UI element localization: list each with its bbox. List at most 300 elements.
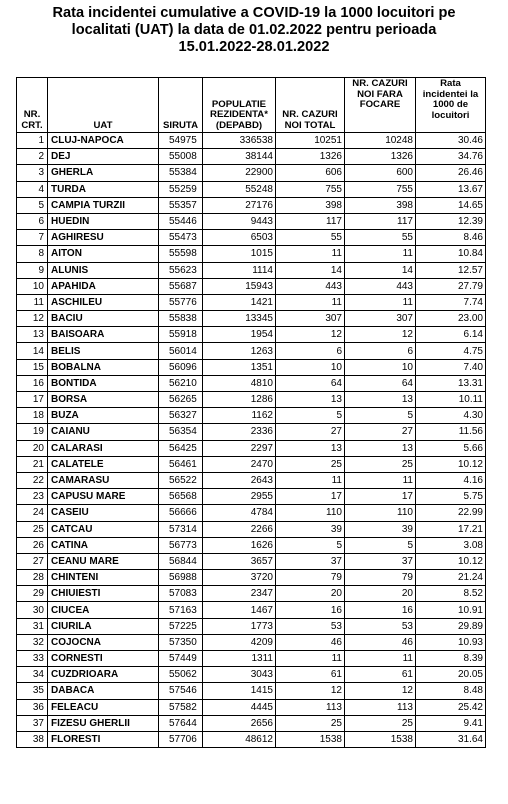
row-populatie: 2297 [203, 440, 276, 456]
table-row [17, 537, 486, 553]
table-row [17, 683, 486, 699]
table-row [17, 570, 486, 586]
row-uat: HUEDIN [48, 213, 159, 229]
row-nr: 38 [17, 731, 48, 747]
row-uat: APAHIDA [48, 278, 159, 294]
row-uat: BACIU [48, 311, 159, 327]
row-rata: 4.75 [416, 343, 486, 359]
row-rata: 25.42 [416, 699, 486, 715]
row-siruta: 57644 [159, 715, 203, 731]
row-nr: 37 [17, 715, 48, 731]
row-populatie: 1015 [203, 246, 276, 262]
row-nr: 23 [17, 489, 48, 505]
row-siruta: 55687 [159, 278, 203, 294]
row-rata: 10.84 [416, 246, 486, 262]
row-rata: 23.00 [416, 311, 486, 327]
row-uat: CAMARASU [48, 472, 159, 488]
row-rata: 13.67 [416, 181, 486, 197]
header-cazuri-total: NR. CAZURI NOI TOTAL [276, 78, 345, 133]
row-cazuri-total: 17 [276, 489, 345, 505]
row-cazuri-total: 11 [276, 294, 345, 310]
row-uat: CUZDRIOARA [48, 667, 159, 683]
row-siruta: 56425 [159, 440, 203, 456]
row-siruta: 56354 [159, 424, 203, 440]
table-row [17, 731, 486, 747]
row-cazuri-total: 14 [276, 262, 345, 278]
row-populatie: 1286 [203, 392, 276, 408]
row-nr: 16 [17, 375, 48, 391]
row-siruta: 55357 [159, 197, 203, 213]
row-uat: CORNESTI [48, 651, 159, 667]
row-rata: 14.65 [416, 197, 486, 213]
row-rata: 4.16 [416, 472, 486, 488]
row-nr: 6 [17, 213, 48, 229]
table-row [17, 262, 486, 278]
row-rata: 10.12 [416, 553, 486, 569]
row-populatie: 1773 [203, 618, 276, 634]
row-populatie: 1311 [203, 651, 276, 667]
row-cazuri-fara-focare: 1538 [345, 731, 416, 747]
row-uat: CALATELE [48, 456, 159, 472]
row-uat: DABACA [48, 683, 159, 699]
row-rata: 8.48 [416, 683, 486, 699]
row-rata: 31.64 [416, 731, 486, 747]
row-uat: BUZA [48, 408, 159, 424]
row-cazuri-total: 10251 [276, 133, 345, 149]
row-cazuri-total: 5 [276, 408, 345, 424]
table-row [17, 197, 486, 213]
table-row [17, 472, 486, 488]
row-populatie: 1263 [203, 343, 276, 359]
title-line-3: 15.01.2022-28.01.2022 [178, 39, 330, 55]
row-cazuri-fara-focare: 10248 [345, 133, 416, 149]
row-cazuri-total: 110 [276, 505, 345, 521]
row-rata: 34.76 [416, 149, 486, 165]
header-uat: UAT [48, 78, 159, 133]
row-nr: 14 [17, 343, 48, 359]
row-populatie: 1626 [203, 537, 276, 553]
table-body [17, 133, 486, 748]
table-row [17, 440, 486, 456]
row-rata: 17.21 [416, 521, 486, 537]
table-row [17, 634, 486, 650]
table-row [17, 699, 486, 715]
row-cazuri-total: 6 [276, 343, 345, 359]
row-cazuri-fara-focare: 110 [345, 505, 416, 521]
row-cazuri-total: 37 [276, 553, 345, 569]
row-uat: CATINA [48, 537, 159, 553]
row-cazuri-total: 11 [276, 651, 345, 667]
row-rata: 26.46 [416, 165, 486, 181]
row-nr: 10 [17, 278, 48, 294]
row-cazuri-total: 25 [276, 456, 345, 472]
row-nr: 8 [17, 246, 48, 262]
row-nr: 2 [17, 149, 48, 165]
row-cazuri-total: 39 [276, 521, 345, 537]
row-cazuri-total: 79 [276, 570, 345, 586]
table-row [17, 392, 486, 408]
row-cazuri-fara-focare: 46 [345, 634, 416, 650]
row-uat: AITON [48, 246, 159, 262]
row-uat: CAPUSU MARE [48, 489, 159, 505]
row-cazuri-total: 11 [276, 246, 345, 262]
row-cazuri-total: 27 [276, 424, 345, 440]
row-uat: FLORESTI [48, 731, 159, 747]
row-populatie: 1415 [203, 683, 276, 699]
row-nr: 5 [17, 197, 48, 213]
row-siruta: 57225 [159, 618, 203, 634]
row-populatie: 2656 [203, 715, 276, 731]
row-siruta: 54975 [159, 133, 203, 149]
row-cazuri-fara-focare: 1326 [345, 149, 416, 165]
row-cazuri-total: 16 [276, 602, 345, 618]
row-siruta: 57083 [159, 586, 203, 602]
table-row [17, 602, 486, 618]
row-uat: CIUCEA [48, 602, 159, 618]
row-uat: BORSA [48, 392, 159, 408]
row-cazuri-fara-focare: 600 [345, 165, 416, 181]
row-rata: 10.11 [416, 392, 486, 408]
row-rata: 9.41 [416, 715, 486, 731]
row-siruta: 57163 [159, 602, 203, 618]
row-populatie: 2955 [203, 489, 276, 505]
row-rata: 5.75 [416, 489, 486, 505]
row-rata: 6.14 [416, 327, 486, 343]
row-cazuri-fara-focare: 39 [345, 521, 416, 537]
table-row [17, 149, 486, 165]
row-siruta: 56096 [159, 359, 203, 375]
row-nr: 17 [17, 392, 48, 408]
row-cazuri-total: 61 [276, 667, 345, 683]
row-rata: 3.08 [416, 537, 486, 553]
row-cazuri-fara-focare: 5 [345, 408, 416, 424]
row-rata: 10.91 [416, 602, 486, 618]
row-populatie: 3043 [203, 667, 276, 683]
row-siruta: 55918 [159, 327, 203, 343]
row-cazuri-fara-focare: 11 [345, 472, 416, 488]
row-rata: 8.46 [416, 230, 486, 246]
row-cazuri-fara-focare: 12 [345, 683, 416, 699]
row-cazuri-total: 755 [276, 181, 345, 197]
row-nr: 4 [17, 181, 48, 197]
row-siruta: 55598 [159, 246, 203, 262]
row-cazuri-total: 46 [276, 634, 345, 650]
row-rata: 22.99 [416, 505, 486, 521]
row-populatie: 27176 [203, 197, 276, 213]
row-cazuri-fara-focare: 10 [345, 359, 416, 375]
row-rata: 10.12 [416, 456, 486, 472]
row-cazuri-total: 20 [276, 586, 345, 602]
table-row [17, 359, 486, 375]
row-rata: 12.39 [416, 213, 486, 229]
row-cazuri-fara-focare: 5 [345, 537, 416, 553]
row-populatie: 2266 [203, 521, 276, 537]
row-cazuri-fara-focare: 53 [345, 618, 416, 634]
row-nr: 24 [17, 505, 48, 521]
row-cazuri-total: 25 [276, 715, 345, 731]
row-uat: AGHIRESU [48, 230, 159, 246]
row-cazuri-fara-focare: 307 [345, 311, 416, 327]
row-cazuri-fara-focare: 12 [345, 327, 416, 343]
row-cazuri-total: 398 [276, 197, 345, 213]
row-siruta: 56988 [159, 570, 203, 586]
header-rata: Rata incidentei la 1000 de locuitori [416, 78, 486, 133]
row-rata: 10.93 [416, 634, 486, 650]
row-cazuri-fara-focare: 13 [345, 392, 416, 408]
row-populatie: 1351 [203, 359, 276, 375]
table-row [17, 327, 486, 343]
row-nr: 25 [17, 521, 48, 537]
page-title [0, 5, 508, 56]
header-cazuri-fara-focare: NR. CAZURI NOI FARA FOCARE [345, 78, 416, 133]
row-rata: 7.74 [416, 294, 486, 310]
row-siruta: 56666 [159, 505, 203, 521]
row-populatie: 2470 [203, 456, 276, 472]
row-cazuri-fara-focare: 6 [345, 343, 416, 359]
row-cazuri-fara-focare: 64 [345, 375, 416, 391]
row-uat: BONTIDA [48, 375, 159, 391]
row-cazuri-fara-focare: 20 [345, 586, 416, 602]
row-uat: CHIUIESTI [48, 586, 159, 602]
row-populatie: 22900 [203, 165, 276, 181]
row-rata: 7.40 [416, 359, 486, 375]
row-siruta: 55776 [159, 294, 203, 310]
row-rata: 12.57 [416, 262, 486, 278]
row-cazuri-total: 606 [276, 165, 345, 181]
table-row [17, 424, 486, 440]
row-nr: 20 [17, 440, 48, 456]
table-row [17, 133, 486, 149]
row-populatie: 1162 [203, 408, 276, 424]
row-nr: 22 [17, 472, 48, 488]
table-row [17, 213, 486, 229]
row-uat: CAMPIA TURZII [48, 197, 159, 213]
row-siruta: 56522 [159, 472, 203, 488]
table-row [17, 165, 486, 181]
row-populatie: 4445 [203, 699, 276, 715]
row-populatie: 13345 [203, 311, 276, 327]
row-populatie: 3720 [203, 570, 276, 586]
table-row [17, 294, 486, 310]
header-siruta: SIRUTA [159, 78, 203, 133]
table-row [17, 667, 486, 683]
row-siruta: 55446 [159, 213, 203, 229]
row-cazuri-fara-focare: 117 [345, 213, 416, 229]
row-cazuri-fara-focare: 113 [345, 699, 416, 715]
row-cazuri-fara-focare: 11 [345, 294, 416, 310]
row-cazuri-fara-focare: 13 [345, 440, 416, 456]
row-nr: 7 [17, 230, 48, 246]
table-row [17, 553, 486, 569]
row-siruta: 57449 [159, 651, 203, 667]
row-nr: 33 [17, 651, 48, 667]
row-nr: 11 [17, 294, 48, 310]
row-cazuri-fara-focare: 25 [345, 456, 416, 472]
row-nr: 26 [17, 537, 48, 553]
row-cazuri-total: 1326 [276, 149, 345, 165]
row-rata: 27.79 [416, 278, 486, 294]
row-uat: TURDA [48, 181, 159, 197]
row-cazuri-fara-focare: 16 [345, 602, 416, 618]
row-siruta: 56844 [159, 553, 203, 569]
row-siruta: 56265 [159, 392, 203, 408]
row-rata: 4.30 [416, 408, 486, 424]
row-cazuri-total: 443 [276, 278, 345, 294]
row-cazuri-fara-focare: 17 [345, 489, 416, 505]
header-populatie: POPULATIE REZIDENTA* (DEPABD) [203, 78, 276, 133]
row-cazuri-fara-focare: 25 [345, 715, 416, 731]
row-siruta: 55062 [159, 667, 203, 683]
row-rata: 21.24 [416, 570, 486, 586]
table-row [17, 375, 486, 391]
row-siruta: 55623 [159, 262, 203, 278]
row-siruta: 56461 [159, 456, 203, 472]
row-uat: CALARASI [48, 440, 159, 456]
row-uat: FELEACU [48, 699, 159, 715]
row-populatie: 48612 [203, 731, 276, 747]
row-rata: 29.89 [416, 618, 486, 634]
row-nr: 30 [17, 602, 48, 618]
row-populatie: 1954 [203, 327, 276, 343]
row-cazuri-total: 64 [276, 375, 345, 391]
row-rata: 5.66 [416, 440, 486, 456]
row-uat: BOBALNA [48, 359, 159, 375]
row-nr: 9 [17, 262, 48, 278]
row-rata: 8.39 [416, 651, 486, 667]
row-siruta: 57706 [159, 731, 203, 747]
row-siruta: 57314 [159, 521, 203, 537]
row-populatie: 9443 [203, 213, 276, 229]
row-uat: GHERLA [48, 165, 159, 181]
row-populatie: 15943 [203, 278, 276, 294]
row-nr: 18 [17, 408, 48, 424]
row-cazuri-total: 11 [276, 472, 345, 488]
row-nr: 27 [17, 553, 48, 569]
table-row [17, 651, 486, 667]
row-cazuri-fara-focare: 14 [345, 262, 416, 278]
row-cazuri-total: 13 [276, 392, 345, 408]
row-populatie: 55248 [203, 181, 276, 197]
row-uat: CIURILA [48, 618, 159, 634]
table-row [17, 278, 486, 294]
row-uat: ALUNIS [48, 262, 159, 278]
row-populatie: 4209 [203, 634, 276, 650]
row-uat: CLUJ-NAPOCA [48, 133, 159, 149]
row-uat: DEJ [48, 149, 159, 165]
row-rata: 30.46 [416, 133, 486, 149]
row-siruta: 55008 [159, 149, 203, 165]
row-cazuri-total: 1538 [276, 731, 345, 747]
row-siruta: 56568 [159, 489, 203, 505]
title-line-1: Rata incidentei cumulative a COVID-19 la 1000 locuitori pe [52, 5, 456, 21]
table-row [17, 311, 486, 327]
row-cazuri-fara-focare: 443 [345, 278, 416, 294]
row-cazuri-total: 117 [276, 213, 345, 229]
row-populatie: 4784 [203, 505, 276, 521]
row-siruta: 57546 [159, 683, 203, 699]
table-row [17, 181, 486, 197]
row-siruta: 56327 [159, 408, 203, 424]
table-row [17, 715, 486, 731]
row-cazuri-total: 10 [276, 359, 345, 375]
row-siruta: 56773 [159, 537, 203, 553]
row-nr: 3 [17, 165, 48, 181]
header-row [17, 78, 486, 133]
row-nr: 1 [17, 133, 48, 149]
row-rata: 8.52 [416, 586, 486, 602]
row-siruta: 55473 [159, 230, 203, 246]
row-uat: COJOCNA [48, 634, 159, 650]
row-siruta: 57350 [159, 634, 203, 650]
row-nr: 32 [17, 634, 48, 650]
table-row [17, 343, 486, 359]
row-cazuri-fara-focare: 61 [345, 667, 416, 683]
row-nr: 12 [17, 311, 48, 327]
row-nr: 21 [17, 456, 48, 472]
incidence-table [16, 77, 486, 748]
table-row [17, 246, 486, 262]
table-row [17, 489, 486, 505]
header-nr: NR. CRT. [17, 78, 48, 133]
row-populatie: 2336 [203, 424, 276, 440]
row-cazuri-total: 12 [276, 683, 345, 699]
row-nr: 19 [17, 424, 48, 440]
row-siruta: 57582 [159, 699, 203, 715]
row-uat: CATCAU [48, 521, 159, 537]
row-cazuri-fara-focare: 55 [345, 230, 416, 246]
row-nr: 15 [17, 359, 48, 375]
row-nr: 13 [17, 327, 48, 343]
table-row [17, 586, 486, 602]
row-uat: ASCHILEU [48, 294, 159, 310]
table-row [17, 505, 486, 521]
row-cazuri-fara-focare: 11 [345, 246, 416, 262]
row-cazuri-total: 5 [276, 537, 345, 553]
row-populatie: 6503 [203, 230, 276, 246]
row-populatie: 336538 [203, 133, 276, 149]
row-cazuri-fara-focare: 79 [345, 570, 416, 586]
row-cazuri-fara-focare: 755 [345, 181, 416, 197]
row-uat: CASEIU [48, 505, 159, 521]
row-populatie: 1421 [203, 294, 276, 310]
row-populatie: 4810 [203, 375, 276, 391]
row-uat: FIZESU GHERLII [48, 715, 159, 731]
row-uat: CEANU MARE [48, 553, 159, 569]
row-uat: BAISOARA [48, 327, 159, 343]
row-rata: 20.05 [416, 667, 486, 683]
row-uat: CHINTENI [48, 570, 159, 586]
row-rata: 13.31 [416, 375, 486, 391]
table-row [17, 521, 486, 537]
row-populatie: 3657 [203, 553, 276, 569]
row-nr: 34 [17, 667, 48, 683]
row-populatie: 2643 [203, 472, 276, 488]
row-populatie: 38144 [203, 149, 276, 165]
row-populatie: 2347 [203, 586, 276, 602]
row-siruta: 56210 [159, 375, 203, 391]
title-line-2: localitati (UAT) la data de 01.02.2022 pentru perioada [71, 22, 437, 38]
row-nr: 36 [17, 699, 48, 715]
row-cazuri-fara-focare: 398 [345, 197, 416, 213]
row-nr: 35 [17, 683, 48, 699]
row-populatie: 1467 [203, 602, 276, 618]
row-cazuri-fara-focare: 11 [345, 651, 416, 667]
row-populatie: 1114 [203, 262, 276, 278]
row-uat: BELIS [48, 343, 159, 359]
row-cazuri-total: 307 [276, 311, 345, 327]
row-cazuri-total: 53 [276, 618, 345, 634]
table-row [17, 230, 486, 246]
